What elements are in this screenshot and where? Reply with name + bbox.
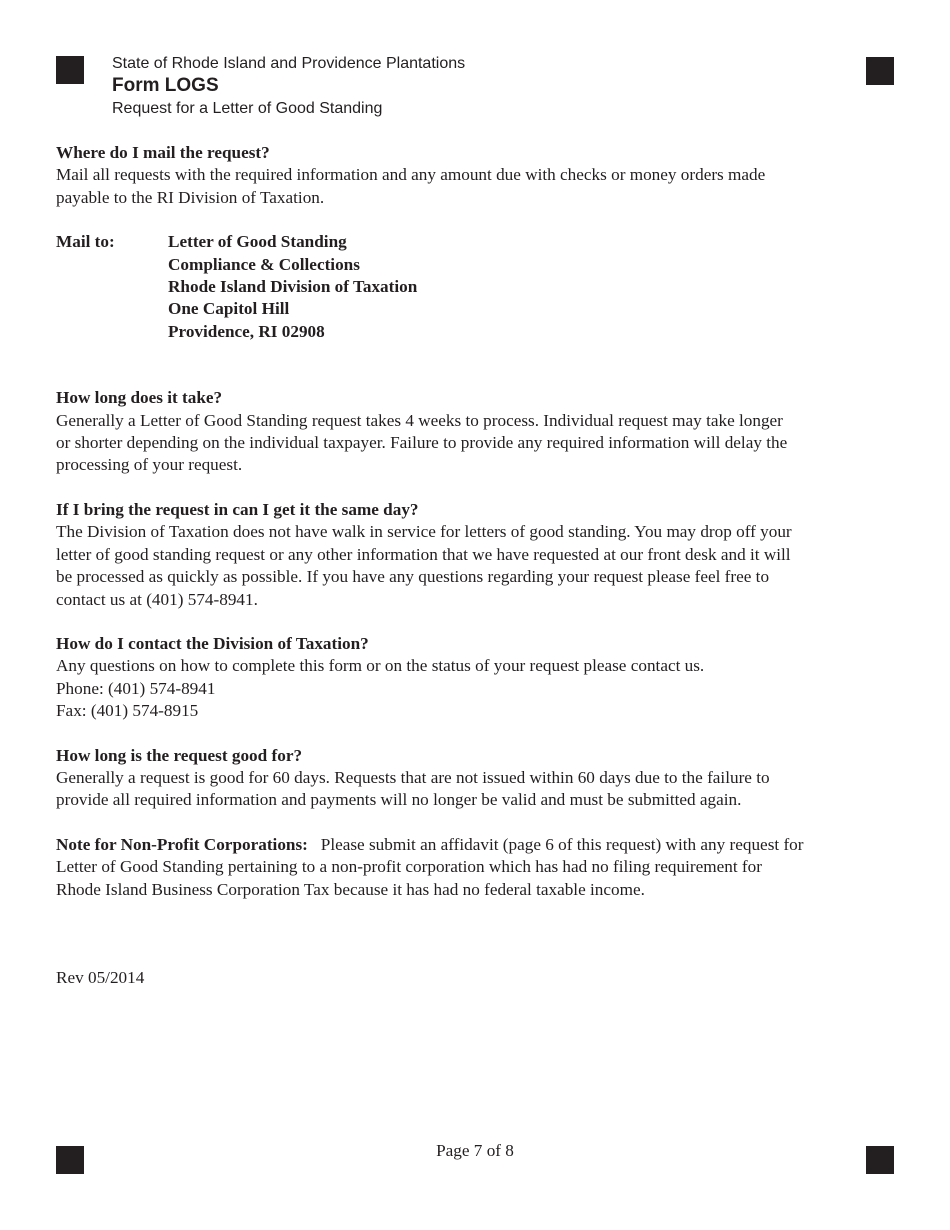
- form-header: [112, 54, 465, 120]
- address-line: Compliance & Collections: [168, 254, 360, 274]
- same-day-question: If I bring the request in can I get it the same day?: [56, 499, 419, 519]
- contact-section: [56, 633, 886, 723]
- good-for-answer-line: provide all required information and payments will no longer be valid and must be submitted again.: [56, 790, 742, 810]
- non-profit-section: [56, 834, 886, 901]
- non-profit-text: Please submit an affidavit (page 6 of this request) with any request for: [320, 834, 804, 854]
- non-profit-label: Note for Non-Profit Corporations:: [56, 834, 308, 854]
- how-long-answer-line: Generally a Letter of Good Standing request takes 4 weeks to process. Individual request may take longer: [56, 410, 783, 430]
- contact-answer-line: Any questions on how to complete this form or on the status of your request please contact us.: [56, 656, 705, 676]
- contact-phone: Phone: (401) 574-8941: [56, 678, 216, 698]
- form-body: [56, 142, 886, 989]
- how-long-question: How long does it take?: [56, 388, 223, 408]
- form-subtitle: Request for a Letter of Good Standing: [112, 100, 383, 117]
- same-day-answer-line: The Division of Taxation does not have walk in service for letters of good standing. You may drop off your: [56, 522, 792, 542]
- how-long-section: [56, 387, 886, 477]
- page-number: Page 7 of 8: [436, 1141, 514, 1160]
- address-line: Providence, RI 02908: [168, 321, 325, 341]
- address-line: Letter of Good Standing: [168, 232, 347, 252]
- non-profit-first-line: [56, 834, 886, 856]
- state-name: State of Rhode Island and Providence Plantations: [112, 55, 466, 72]
- good-for-section: [56, 745, 886, 812]
- revision-date: Rev 05/2014: [56, 967, 145, 987]
- non-profit-line: Letter of Good Standing pertaining to a non-profit corporation which has had no filing requirement for: [56, 857, 762, 877]
- form-title: Form LOGS: [112, 75, 219, 96]
- how-long-answer-line: or shorter depending on the individual taxpayer. Failure to provide any required information will delay the: [56, 433, 788, 453]
- same-day-section: [56, 499, 886, 611]
- contact-question: How do I contact the Division of Taxation?: [56, 633, 369, 653]
- same-day-answer-line: letter of good standing request or any other information that we have requested at our front desk and it will: [56, 544, 791, 564]
- address-line: One Capitol Hill: [168, 299, 290, 319]
- mail-section: [56, 142, 886, 343]
- contact-fax: Fax: (401) 574-8915: [56, 701, 199, 721]
- same-day-answer-line: be processed as quickly as possible. If you have any questions regarding your request please feel free to: [56, 567, 770, 587]
- good-for-question: How long is the request good for?: [56, 745, 303, 765]
- mail-question: Where do I mail the request?: [56, 143, 270, 162]
- mail-answer-line: Mail all requests with the required information and any amount due with checks or money orders made: [56, 165, 766, 185]
- registration-mark-top-left: [56, 56, 84, 84]
- how-long-answer-line: processing of your request.: [56, 455, 243, 475]
- mailing-address: [168, 231, 417, 343]
- same-day-answer-line: contact us at (401) 574-8941.: [56, 589, 258, 609]
- mail-to-label: Mail to:: [56, 232, 115, 252]
- mail-answer-line: payable to the RI Division of Taxation.: [56, 187, 325, 207]
- registration-mark-top-right: [866, 57, 894, 85]
- non-profit-line: Rhode Island Business Corporation Tax because it has had no federal taxable income.: [56, 879, 645, 899]
- good-for-answer-line: Generally a request is good for 60 days. Requests that are not issued within 60 days due to the failure to: [56, 767, 770, 787]
- mailing-address-block: [56, 231, 886, 343]
- address-line: Rhode Island Division of Taxation: [168, 277, 418, 297]
